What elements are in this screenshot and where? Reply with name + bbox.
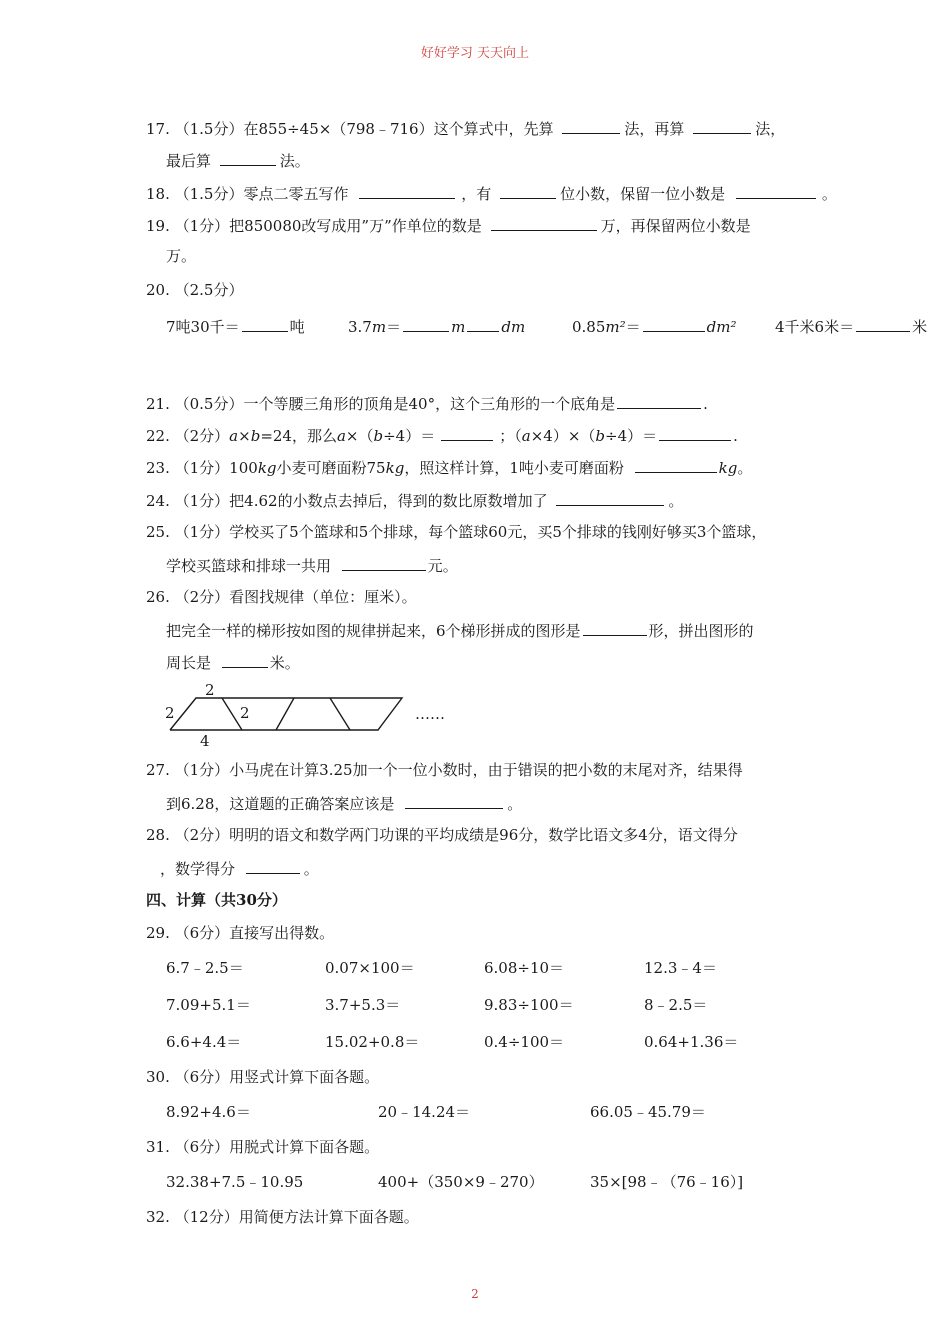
q20-item-1: 7吨30千＝ 吨 <box>166 315 305 337</box>
question-23: 23. （1分）100kg小麦可磨面粉75kg，照这样计算，1吨小麦可磨面粉 kg。 <box>146 456 752 478</box>
q31-item: 32.38+7.5﹣10.95 <box>166 1173 304 1191</box>
figure-ellipsis: …… <box>415 705 445 723</box>
question-26-cont: 周长是 米。 <box>166 651 300 673</box>
q30-item: 20﹣14.24＝ <box>378 1103 471 1121</box>
figure-label-left: 2 <box>165 704 175 722</box>
answer-blank[interactable] <box>617 392 701 409</box>
question-21: 21. （0.5分）一个等腰三角形的顶角是40°，这个三角形的一个底角是 . <box>146 392 708 414</box>
page-number: 2 <box>471 1287 479 1301</box>
question-27-cont: 到6.28，这道题的正确答案应该是 。 <box>166 792 522 814</box>
answer-blank[interactable] <box>659 424 731 441</box>
question-19-cont: 万。 <box>166 247 197 265</box>
answer-blank[interactable] <box>500 182 556 199</box>
q30-item: 8.92+4.6＝ <box>166 1103 251 1121</box>
q20-item-4: 4千米6米＝ 米 <box>775 315 927 337</box>
question-27: 27. （1分）小马虎在计算3.25加一个一位小数时，由于错误的把小数的末尾对齐，结果得 <box>146 761 743 779</box>
q31-item: 400+（350×9﹣270） <box>378 1173 544 1191</box>
page-header: 好好学习 天天向上 <box>420 46 530 61</box>
question-19: 19. （1分）把850080改写成用”万”作单位的数是 万，再保留两位小数是 <box>146 214 751 236</box>
answer-blank[interactable] <box>342 554 426 571</box>
q29-item: 6.7﹣2.5＝ <box>166 959 244 977</box>
answer-blank[interactable] <box>643 315 705 332</box>
answer-blank[interactable] <box>583 619 647 636</box>
answer-blank[interactable] <box>635 456 717 473</box>
question-29: 29. （6分）直接写出得数。 <box>146 924 335 942</box>
section-title: 四、计算（共30分） <box>146 891 287 909</box>
question-25: 25. （1分）学校买了5个篮球和5个排球，每个篮球60元，买5个排球的钱刚好够买3个篮球， <box>146 523 767 541</box>
q29-item: 3.7+5.3＝ <box>325 996 401 1014</box>
q20-item-2: 3.7m＝ m dm <box>348 315 525 337</box>
answer-blank[interactable] <box>562 117 620 134</box>
question-26-text: 把完全一样的梯形按如图的规律拼起来，6个梯形拼成的图形是 形，拼出图形的 <box>166 619 754 641</box>
question-32: 32. （12分）用简便方法计算下面各题。 <box>146 1208 419 1226</box>
answer-blank[interactable] <box>856 315 910 332</box>
answer-blank[interactable] <box>693 117 751 134</box>
question-17-cont: 最后算 法。 <box>166 149 310 171</box>
trapezoid-pattern-figure <box>160 678 460 750</box>
q20-item-3: 0.85m²＝ dm² <box>572 315 737 337</box>
q29-item: 15.02+0.8＝ <box>325 1033 420 1051</box>
question-22: 22. （2分）a×b=24，那么a×（b÷4）＝ ；（a×4）×（b÷4）＝ . <box>146 424 738 446</box>
question-28: 28. （2分）明明的语文和数学两门功课的平均成绩是96分，数学比语文多4分，语文得分 <box>146 826 738 844</box>
question-18: 18. （1.5分）零点二零五写作 ，有 位小数，保留一位小数是 。 <box>146 182 837 204</box>
q29-item: 12.3﹣4＝ <box>644 959 717 977</box>
answer-blank[interactable] <box>246 857 300 874</box>
q30-item: 66.05﹣45.79＝ <box>590 1103 706 1121</box>
figure-label-bottom: 4 <box>200 732 210 750</box>
answer-blank[interactable] <box>405 792 503 809</box>
answer-blank[interactable] <box>491 214 597 231</box>
answer-blank[interactable] <box>242 315 288 332</box>
q29-item: 9.83÷100＝ <box>484 996 574 1014</box>
q29-item: 0.64+1.36＝ <box>644 1033 739 1051</box>
answer-blank[interactable] <box>359 182 455 199</box>
figure-label-top: 2 <box>205 681 215 699</box>
q29-item: 7.09+5.1＝ <box>166 996 251 1014</box>
question-17: 17. （1.5分）在855÷45×（798﹣716）这个算式中，先算 法，再算 法， <box>146 117 785 139</box>
question-28-cont: ，数学得分 。 <box>160 857 319 879</box>
question-26: 26. （2分）看图找规律（单位：厘米）。 <box>146 588 417 606</box>
q29-item: 0.4÷100＝ <box>484 1033 565 1051</box>
q29-item: 6.6+4.4＝ <box>166 1033 242 1051</box>
q31-item: 35×[98﹣（76﹣16）] <box>590 1173 744 1191</box>
question-24: 24. （1分）把4.62的小数点去掉后，得到的数比原数增加了 。 <box>146 489 683 511</box>
question-20: 20. （2.5分） <box>146 281 244 299</box>
question-31: 31. （6分）用脱式计算下面各题。 <box>146 1138 380 1156</box>
answer-blank[interactable] <box>441 424 493 441</box>
question-30: 30. （6分）用竖式计算下面各题。 <box>146 1068 380 1086</box>
answer-blank[interactable] <box>556 489 664 506</box>
q29-item: 8﹣2.5＝ <box>644 996 708 1014</box>
answer-blank[interactable] <box>467 315 499 332</box>
answer-blank[interactable] <box>220 149 276 166</box>
answer-blank[interactable] <box>222 651 268 668</box>
q29-item: 6.08÷10＝ <box>484 959 565 977</box>
q29-item: 0.07×100＝ <box>325 959 415 977</box>
answer-blank[interactable] <box>736 182 816 199</box>
question-25-cont: 学校买篮球和排球一共用 元。 <box>166 554 458 576</box>
answer-blank[interactable] <box>403 315 449 332</box>
figure-label-middle: 2 <box>240 704 250 722</box>
